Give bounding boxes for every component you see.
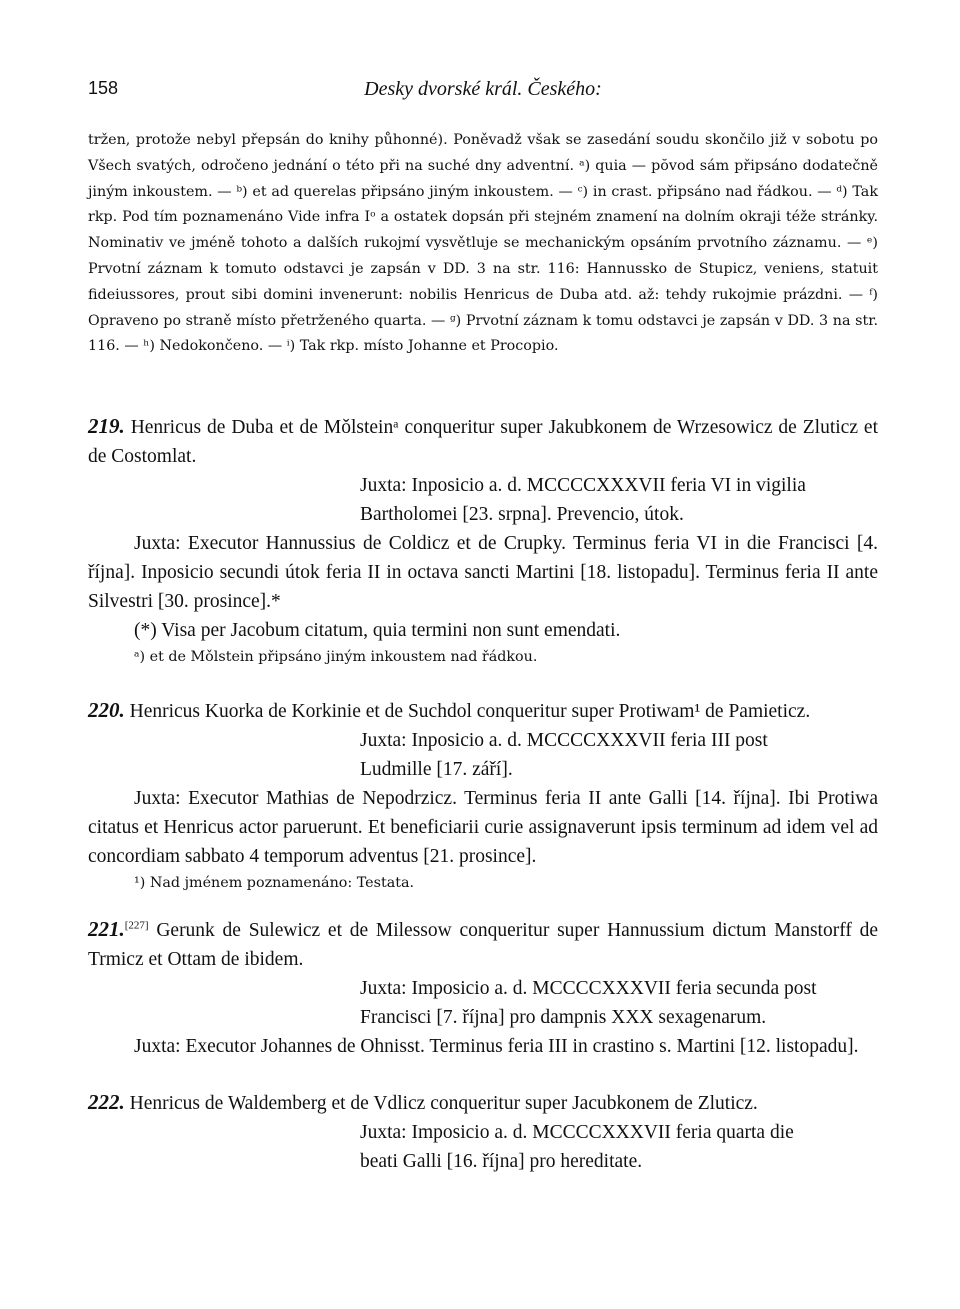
entry-number: 220. (88, 698, 125, 722)
entry-text: Gerunk de Sulewicz et de Milessow conqueritur super Hannussium dictum Manstorff de Trmicz et Ottam de ibidem. (88, 920, 878, 970)
entry-juxta-executor: Juxta: Executor Hannussius de Coldicz et de Crupky. Terminus feria VI in die Francisci [4. října]. Inposicio secundi útok feria II in octava sancti Martini [18. listopadu]. Terminus feria II ante Silvestri [30. prosince].* (88, 533, 878, 612)
entry-text: Henricus de Duba et de Mǒlsteinᵃ conqueritur super Jakubkonem de Wrzesowicz de Zluticz et de Costomlat. (88, 417, 879, 467)
entry-star-note: (*) Visa per Jacobum citatum, quia termini non sunt emendati. (134, 620, 621, 641)
entry-text: Henricus Kuorka de Korkinie et de Suchdol conqueritur super Protiwam¹ de Pamieticz. (129, 701, 811, 722)
page-ref: [227] (124, 919, 149, 932)
page-number: 158 (88, 78, 119, 98)
footnotes-block (88, 128, 878, 360)
entry-219-heading (88, 412, 878, 471)
entry-219 (88, 412, 878, 669)
entry-footnote: ᵃ) et de Mǒlstein připsáno jiným inkoustem nad řádkou. (134, 649, 538, 665)
entry-juxta-line: Francisci [7. října] pro dampnis XXX sexagenarum. (360, 1007, 767, 1028)
entry-footnote: ¹) Nad jménem poznamenáno: Testata. (134, 875, 415, 891)
running-title: Desky dvorské král. Českého: (364, 78, 602, 100)
entry-221 (88, 915, 878, 1061)
entry-number: 221. (88, 917, 125, 941)
footnotes-text: tržen, protože nebyl přepsán do knihy půhonné). Poněvadž však se zasedání soudu skončilo již v sobotu po Všech svatých, odročeno jednání o této při na suché dny adventní. ᵃ) quia — pŏvod sám připsáno dodatečně jiným inkoustem. — ᵇ) et ad querelas připsáno jiným inkoustem. — ᶜ) in crast. připsáno nad řádkou. — ᵈ) Tak rkp. Pod tím poznamenáno Vide infra Iᵒ a ostatek dopsán při stejném znamení na dolním okraji téže stránky. Nominativ ve jméně tohoto a dalších rukojmí vysvětluje se mechanickým opsáním prvotního záznamu. — ᵉ) Prvotní záznam k tomuto odstavci je zapsán v DD. 3 na str. 116: Hannussko de Stupicz, veniens, statuit fideiussores, prout sibi domini invenerunt: nobilis Henricus de Duba atd. až: tehdy rukojmie prázdni. — ᶠ) Opraveno po straně místo přetrženého quarta. — ᵍ) Prvotní záznam k tomu odstavci je zapsán v DD. 3 na str. 116. — ʰ) Nedokončeno. — ⁱ) Tak rkp. místo Johanne et Procopio. (88, 132, 878, 355)
entry-juxta-line: Bartholomei [23. srpna]. Prevencio, útok. (360, 504, 684, 525)
entry-juxta-line: Juxta: Imposicio a. d. MCCCCXXXVII feria secunda post (360, 978, 817, 999)
entry-juxta-line: beati Galli [16. října] pro hereditate. (360, 1151, 643, 1172)
entry-juxta-executor: Juxta: Executor Johannes de Ohnisst. Terminus feria III in crastino s. Martini [12. listopadu]. (134, 1036, 859, 1057)
entry-juxta-line: Juxta: Imposicio a. d. MCCCCXXXVII feria quarta die (360, 1122, 794, 1143)
entry-220 (88, 696, 878, 895)
entry-number: 222. (88, 1090, 125, 1114)
entry-juxta-line: Juxta: Inposicio a. d. MCCCCXXXVII feria VI in vigilia (360, 475, 806, 496)
entry-220-heading (88, 696, 878, 726)
entry-221-heading (88, 915, 878, 974)
entry-juxta-line: Juxta: Inposicio a. d. MCCCCXXXVII feria III post (360, 730, 768, 751)
page-header (88, 78, 878, 106)
entry-222-heading (88, 1088, 878, 1118)
entry-number: 219. (88, 414, 125, 438)
entry-juxta-line: Ludmille [17. září]. (360, 759, 513, 780)
entries-block (88, 412, 878, 1176)
entry-text: Henricus de Waldemberg et de Vdlicz conqueritur super Jacubkonem de Zluticz. (129, 1093, 758, 1114)
entry-222 (88, 1088, 878, 1176)
entry-juxta-executor: Juxta: Executor Mathias de Nepodrzicz. Terminus feria II ante Galli [14. října]. Ibi Protiwa citatus et Henricus actor paruerunt. Et beneficiarii curie assignaverunt ipsis terminum ad idem vel ad concordiam sabbato 4 temporum adventus [21. prosince]. (88, 788, 878, 867)
